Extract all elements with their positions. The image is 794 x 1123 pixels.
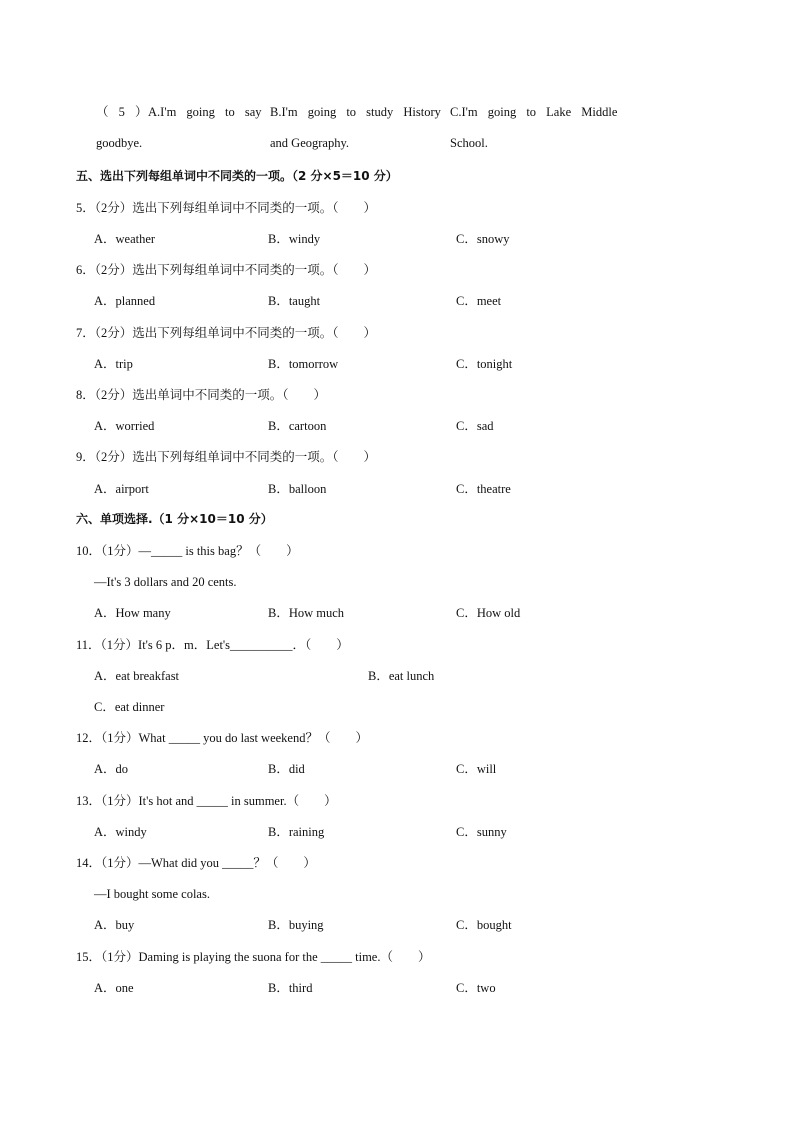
option-a: A．windy [94,825,147,839]
option-c: C．sunny [456,825,507,839]
q5-option-b-cont: and Geography. [270,136,350,150]
q10-stem: 10．（1分）—_____ is this bag？（ ） [76,544,299,558]
option-c: C．theatre [456,482,511,496]
q5-option-c: C.I'm going to Lake Middle [450,105,618,119]
option-b: B．tomorrow [268,357,339,371]
option-c: C．tonight [456,357,513,371]
q15-stem: 15．（1分）Daming is playing the suona for the _____ time.（ ） [76,950,431,964]
option-a: A．weather [94,232,156,246]
option-c: C．meet [456,294,502,308]
q12-stem: 12．（1分）What _____ you do last weekend？（ ） [76,731,368,745]
option-a: A．How many [94,606,171,620]
q5-option-c-cont: School. [450,136,488,150]
option-a: A．buy [94,918,135,932]
option-a: A．trip [94,357,133,371]
option-b: B．cartoon [268,419,327,433]
q-stem: 7．（2分）选出下列每组单词中不同类的一项。（ ） [76,326,377,340]
q-stem: 5．（2分）选出下列每组单词中不同类的一项。（ ） [76,201,377,215]
section5-title: 五、选出下列每组单词中不同类的一项。（2 分×5＝10 分） [76,169,398,183]
option-c: C．snowy [456,232,510,246]
option-c: C．two [456,981,496,995]
q10-reply: —It's 3 dollars and 20 cents. [94,575,237,589]
option-a: A．eat breakfast [94,669,180,683]
q14-stem: 14．（1分）—What did you _____？（ ） [76,856,316,870]
option-c: C．sad [456,419,494,433]
option-b: B．eat lunch [368,669,435,683]
section6-title: 六、单项选择.（1 分×10＝10 分） [76,512,273,526]
q11-stem: 11．（1分）It's 6 p．m．Let's__________．（ ） [76,638,349,652]
option-b: B．balloon [268,482,327,496]
option-b: B．How much [268,606,345,620]
q14-reply: —I bought some colas. [94,887,210,901]
q-stem: 9．（2分）选出下列每组单词中不同类的一项。（ ） [76,450,377,464]
option-a: A．airport [94,482,149,496]
q5-option-b: B.I'm going to study History [270,105,441,119]
option-a: A．one [94,981,134,995]
q13-stem: 13．（1分）It's hot and _____ in summer.（ ） [76,794,337,808]
q5-option-a-cont: goodbye. [96,136,143,150]
option-b: B．third [268,981,313,995]
q-stem: 6．（2分）选出下列每组单词中不同类的一项。（ ） [76,263,377,277]
option-b: B．windy [268,232,321,246]
option-c: C．bought [456,918,512,932]
option-b: B．buying [268,918,324,932]
option-c: C．will [456,762,497,776]
q5-number: （ 5 ） [96,105,148,119]
option-c: C．How old [456,606,521,620]
option-a: A．planned [94,294,156,308]
option-a: A．worried [94,419,155,433]
option-b: B．raining [268,825,325,839]
option-b: B．did [268,762,305,776]
option-b: B．taught [268,294,321,308]
q5-option-a: A.I'm going to say [148,105,262,119]
option-a: A．do [94,762,129,776]
option-c: C．eat dinner [94,700,165,714]
q-stem: 8．（2分）选出单词中不同类的一项。（ ） [76,388,327,402]
